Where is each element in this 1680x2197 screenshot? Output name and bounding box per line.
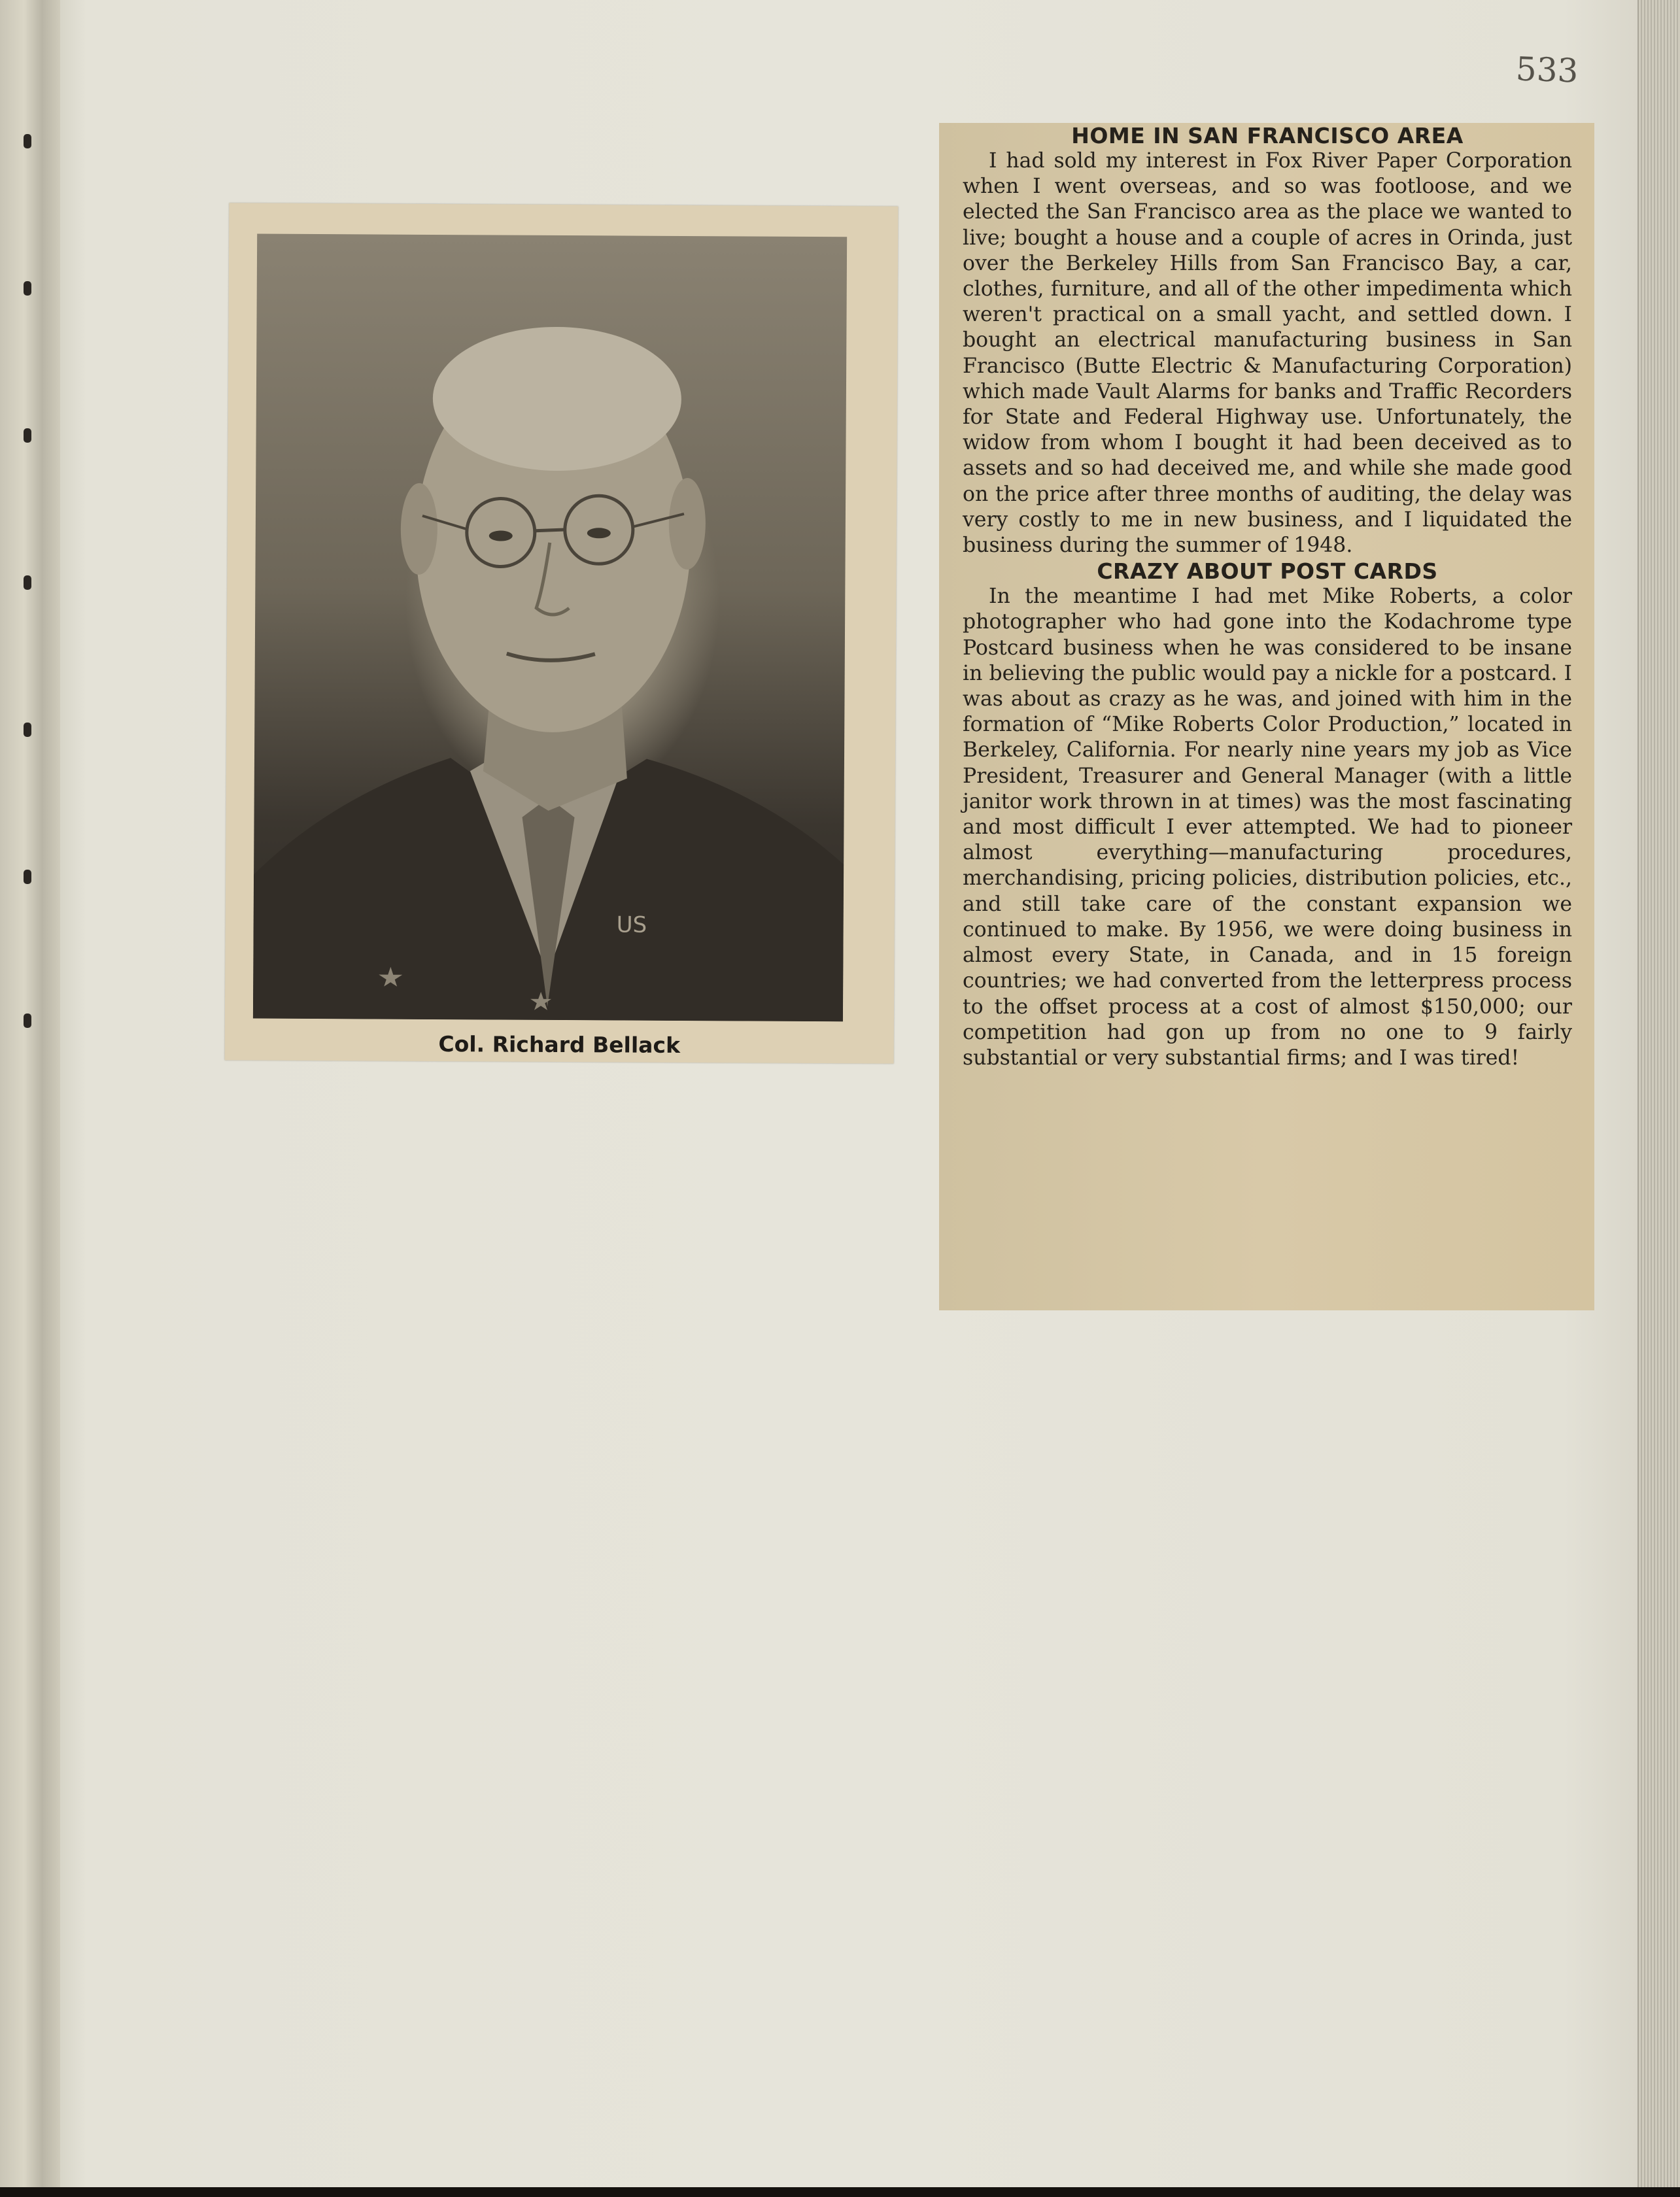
section-heading: CRAZY ABOUT POST CARDS bbox=[1097, 558, 1438, 585]
binding-hole bbox=[24, 281, 31, 296]
photo-clipping bbox=[225, 203, 899, 1063]
section-heading: HOME IN SAN FRANCISCO AREA bbox=[1071, 123, 1464, 148]
section-paragraph: In the meantime I had met Mike Roberts, a color photographer who had gone into the Kodachrome type Postcard business when he was considered to be insane in believing the public would pay a nickle for a postcard. I was about as crazy as he was, and joined with him in the formation of “Mike Roberts Color Production,” located in Berkeley, California. For nearly nine years my job as Vice President, Treasurer and General Manager (with a little janitor work thrown in at times) was the most fascinating and most difficult I ever attempted. We had to pioneer almost everything—manufacturing procedures, merchandising, pricing policies, distribution policies, etc., and still take care of the constant expansion we continued to make. By 1956, we were doing business in almost every State, in Canada, and in 15 foreign countries; we had converted from the letterpress process to the offset process at a cost of almost $150,000; our competition had gon up from no one to 9 fairly substantial or very substantial firms; and I was tired! bbox=[963, 585, 1572, 1070]
binding-hole bbox=[24, 870, 31, 884]
binding-hole bbox=[24, 723, 31, 737]
bottom-shadow bbox=[0, 2187, 1680, 2197]
newspaper-clipping bbox=[939, 123, 1594, 1310]
svg-text:US: US bbox=[616, 911, 647, 938]
page-binding bbox=[0, 0, 61, 2187]
binding-hole bbox=[24, 575, 31, 590]
binding-hole bbox=[24, 1013, 31, 1028]
portrait-illustration bbox=[253, 234, 847, 1022]
page-number: 533 bbox=[1515, 50, 1579, 90]
binding-hole bbox=[24, 428, 31, 443]
photo-caption: Col. Richard Bellack bbox=[438, 1031, 681, 1058]
page-stack-edge bbox=[1637, 0, 1680, 2187]
article-body bbox=[963, 123, 1572, 1071]
portrait-photo bbox=[253, 234, 847, 1022]
section-paragraph: I had sold my interest in Fox River Paper Corporation when I went overseas, and so was footloose, and we elected the San Francisco area as the place we wanted to live; bought a house and a couple of acres in Orinda, just over the Berkeley Hills from San Francisco Bay, a car, clothes, furniture, and all of the other impedimenta which weren't practical on a small yacht, and settled down. I bought an electrical manufacturing business in San Francisco (Butte Electric & Manufacturing Corporation) which made Vault Alarms for banks and Traffic Recorders for State and Federal Highway use. Unfortunately, the widow from whom I bought it had been deceived as to assets and so had deceived me, and while she made good on the price after three months of auditing, the delay was very costly to me in new business, and I liquidated the business during the summer of 1948. bbox=[963, 149, 1572, 558]
binding-hole bbox=[24, 134, 31, 148]
